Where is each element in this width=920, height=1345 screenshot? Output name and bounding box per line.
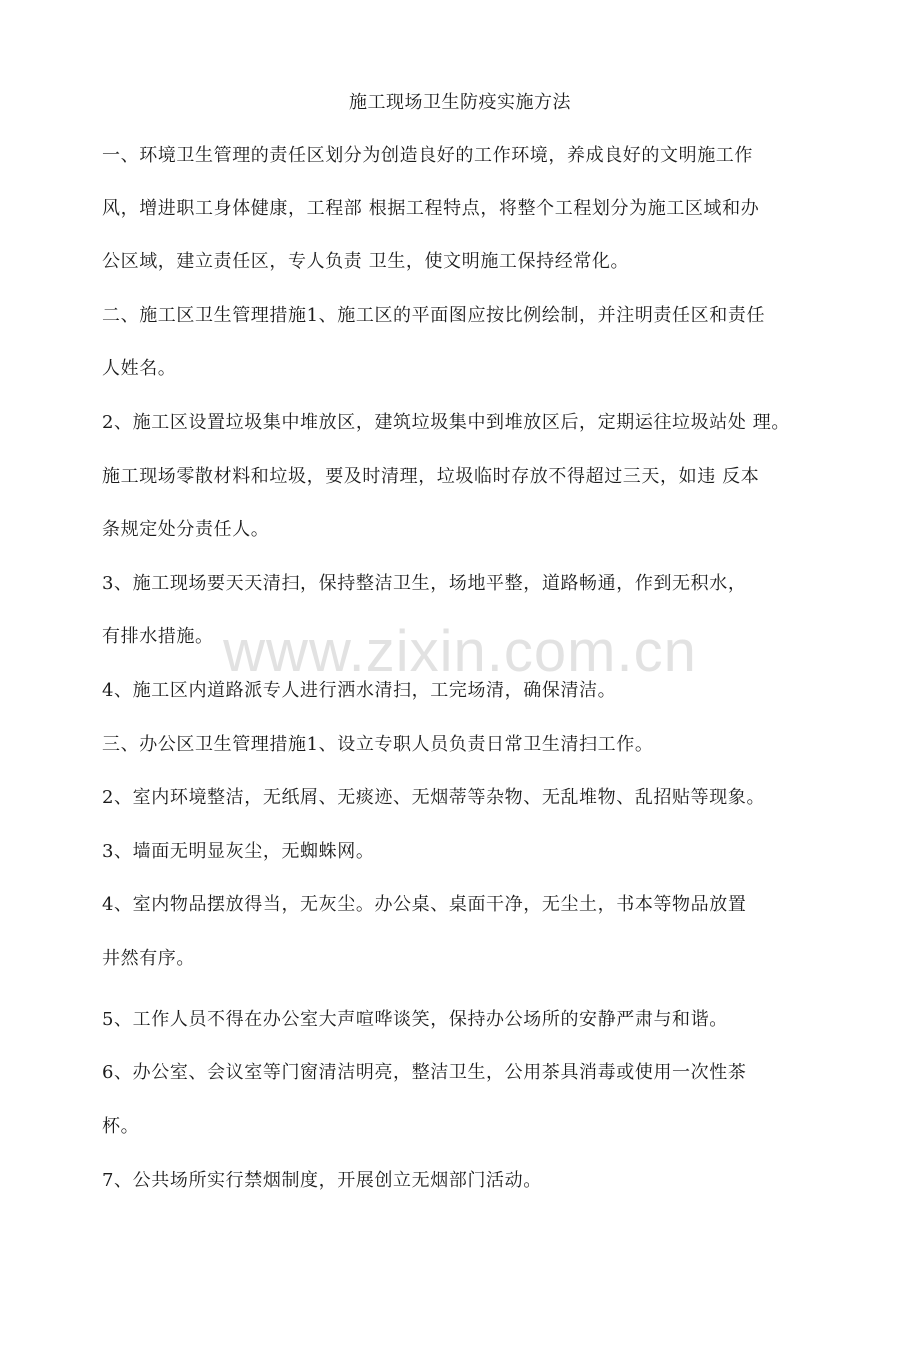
body-line: 2、室内环境整洁，无纸屑、无痰迹、无烟蒂等杂物、无乱堆物、乱招贴等现象。 [102,787,766,808]
body-line: 二、施工区卫生管理措施1、施工区的平面图应按比例绘制，并注明责任区和责任 [102,305,766,326]
body-line: 公区域，建立责任区，专人负责 卫生，使文明施工保持经常化。 [102,251,630,272]
body-line: 2、施工区设置垃圾集中堆放区，建筑垃圾集中到堆放区后，定期运往垃圾站处 理。 [102,412,790,433]
body-line: 三、办公区卫生管理措施1、设立专职人员负责日常卫生清扫工作。 [102,734,654,755]
body-line: 3、墙面无明显灰尘，无蜘蛛网。 [102,841,375,862]
body-line: 施工现场零散材料和垃圾，要及时清理，垃圾临时存放不得超过三天，如违 反本 [102,466,760,487]
body-line: 4、室内物品摆放得当，无灰尘。办公桌、桌面干净，无尘土，书本等物品放置 [102,894,747,915]
watermark: www.zixin.com.cn [223,619,697,684]
body-line: 4、施工区内道路派专人进行洒水清扫，工完场清，确保清洁。 [102,680,617,701]
body-line: 5、工作人员不得在办公室大声喧哗谈笑，保持办公场所的安静严肃与和谐。 [102,1009,728,1030]
body-line: 风，增进职工身体健康，工程部 根据工程特点，将整个工程划分为施工区域和办 [102,198,760,219]
body-line: 井然有序。 [102,948,195,969]
body-line: 一、环境卫生管理的责任区划分为创造良好的工作环境，养成良好的文明施工作 [102,145,753,166]
body-line: 7、公共场所实行禁烟制度，开展创立无烟部门活动。 [102,1170,542,1191]
body-line: 条规定处分责任人。 [102,519,270,540]
body-line: 6、办公室、会议室等门窗清洁明亮，整洁卫生，公用茶具消毒或使用一次性茶 [102,1062,747,1083]
document-title: 施工现场卫生防疫实施方法 [349,92,571,113]
body-line: 有排水措施。 [102,626,214,647]
body-line: 3、施工现场要天天清扫，保持整洁卫生，场地平整，道路畅通，作到无积水， [102,573,747,594]
body-line: 人姓名。 [102,358,177,379]
body-line: 杯。 [102,1116,140,1137]
